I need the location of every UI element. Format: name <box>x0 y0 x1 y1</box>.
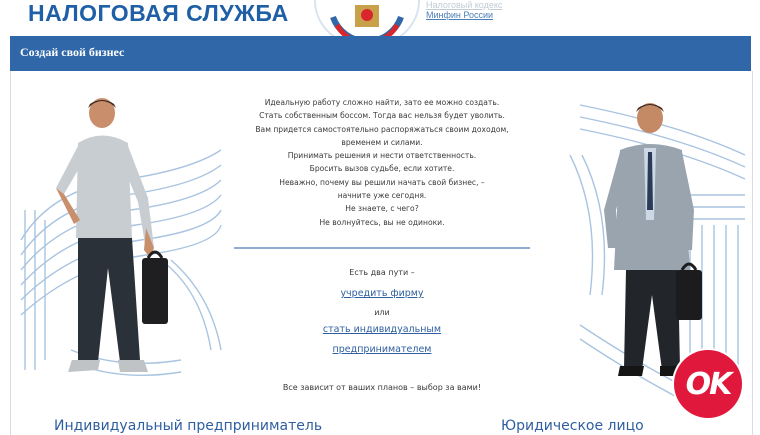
paths-intro: Есть два пути – <box>349 268 415 277</box>
link-become-ip-line1[interactable]: стать индивидуальным <box>322 324 442 335</box>
intro-line: Бросить вызов судьбе, если хотите. <box>309 164 455 174</box>
section-heading-legal-entity[interactable]: Юридическое лицо <box>501 418 644 434</box>
man-casual-image <box>50 98 180 388</box>
intro-line: Вам придется самостоятельно распоряжаться своим доходом, <box>255 124 509 134</box>
intro-line: начните уже сегодня. <box>337 191 427 201</box>
link-become-ip-line2[interactable]: предпринимателем <box>332 344 432 355</box>
or-text: или <box>374 308 390 317</box>
man-businessman-image <box>590 100 710 385</box>
link-tax-code[interactable]: Налоговый кодекс <box>426 0 503 10</box>
link-register-company[interactable]: учредить фирму <box>340 288 424 299</box>
ok-badge-icon <box>674 350 742 418</box>
intro-line: Стать собственным боссом. Тогда вас нельзя будет уволить. <box>259 111 505 121</box>
ok-badge-label: OK <box>685 366 731 402</box>
header-links <box>426 0 502 20</box>
banner-title: Создай свой бизнес <box>20 45 125 59</box>
divider <box>234 247 530 249</box>
closing-text: Все зависит от ваших планов – выбор за вами! <box>282 383 482 392</box>
section-heading-ip[interactable]: Индивидуальный предприниматель <box>54 418 323 434</box>
intro-line: Принимать решения и нести ответственность. <box>287 151 477 161</box>
page-banner <box>10 36 751 71</box>
intro-line: Неважно, почему вы решили начать свой бизнес, – <box>279 177 485 187</box>
link-minfin[interactable]: Минфин России <box>426 10 494 20</box>
intro-line: временем и силами. <box>341 137 423 147</box>
site-title[interactable]: НАЛОГОВАЯ СЛУЖБА <box>28 0 289 26</box>
intro-line: Не знаете, с чего? <box>345 204 419 214</box>
intro-line: Идеальную работу сложно найти, зато ее можно создать. <box>264 98 500 107</box>
intro-text <box>234 96 530 229</box>
header <box>0 0 760 36</box>
intro-line: Не волнуйтесь, вы не одиноки. <box>319 217 445 227</box>
